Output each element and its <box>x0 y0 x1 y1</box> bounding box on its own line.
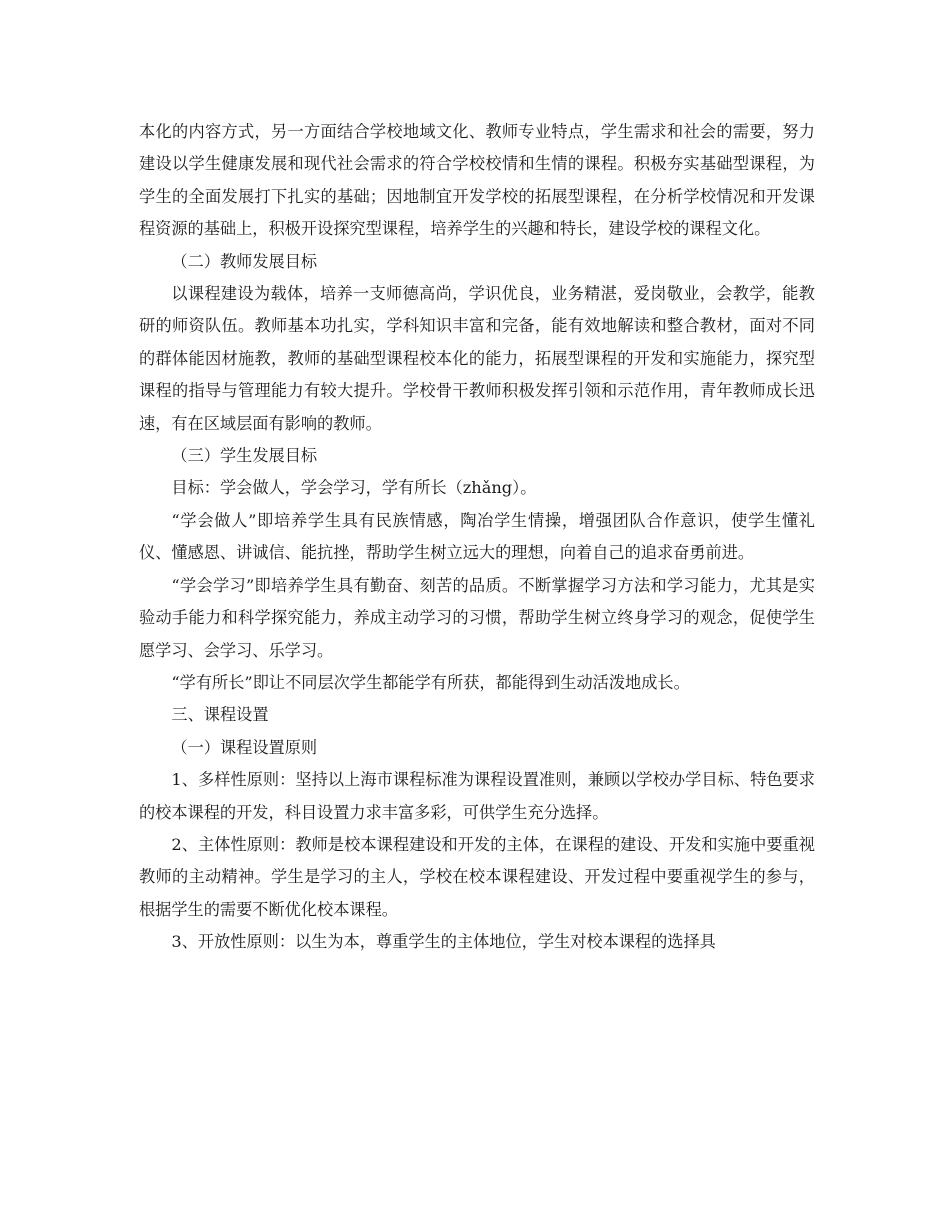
heading-setup-principles: （一）课程设置原则 <box>171 737 318 757</box>
heading-student-goals: （三）学生发展目标 <box>171 446 318 466</box>
paragraph-have-strengths: “学有所长”即让不同层次学生都能学有所获，都能得到生动活泼地成长。 <box>171 672 690 692</box>
paragraph-learn-to-learn: “学会学习”即培养学生具有勤奋、刻苦的品质。不断掌握学习方法和学习能力，尤其是实验动手能力和科学探究能力，养成主动学习的习惯，帮助学生树立终身学习的观念，促使学生愿学习、会学习、乐学习。 <box>139 575 815 660</box>
document-body <box>139 116 815 959</box>
paragraph-teacher-goals: 以课程建设为载体，培养一支师德高尚，学识优良，业务精湛，爱岗敬业，会教学，能教研的师资队伍。教师基本功扎实，学科知识丰富和完备，能有效地解读和整合教材，面对不同的群体能因材施教，教师的基础型课程校本化的能力，拓展型课程的开发和实施能力，探究型课程的指导与管理能力有较大提升。学校骨干教师积极发挥引领和示范作用，青年教师成长迅速，有在区域层面有影响的教师。 <box>139 284 815 433</box>
paragraph-curriculum-culture: 本化的内容方式，另一方面结合学校地域文化、教师专业特点，学生需求和社会的需要，努力建设以学生健康发展和现代社会需求的符合学校校情和生情的课程。积极夯实基础型课程，为学生的全面发展打下扎实的基础；因地制宜开发学校的拓展型课程，在分析学校情况和开发课程资源的基础上，积极开设探究型课程，培养学生的兴趣和特长，建设学校的课程文化。 <box>139 122 815 239</box>
paragraph-learn-to-be: “学会做人”即培养学生具有民族情感，陶冶学生情操，增强团队合作意识，使学生懂礼仪、懂感恩、讲诚信、能抗挫，帮助学生树立远大的理想，向着自己的追求奋勇前进。 <box>139 510 815 563</box>
paragraph-openness-principle: 3、开放性原则：以生为本，尊重学生的主体地位，学生对校本课程的选择具 <box>171 932 716 952</box>
paragraph-student-target: 目标：学会做人，学会学习，学有所长（zhǎng）。 <box>171 478 537 498</box>
paragraph-subject-principle: 2、主体性原则：教师是校本课程建设和开发的主体，在课程的建设、开发和实施中要重视教师的主动精神。学生是学习的主人，学校在校本课程建设、开发过程中要重视学生的参与，根据学生的需要不断优化校本课程。 <box>139 834 815 919</box>
paragraph-diversity-principle: 1、多样性原则：坚持以上海市课程标准为课程设置准则，兼顾以学校办学目标、特色要求的校本课程的开发，科目设置力求丰富多彩，可供学生充分选择。 <box>139 770 815 822</box>
heading-teacher-goals: （二）教师发展目标 <box>171 251 318 271</box>
heading-curriculum-setup: 三、课程设置 <box>171 705 269 725</box>
